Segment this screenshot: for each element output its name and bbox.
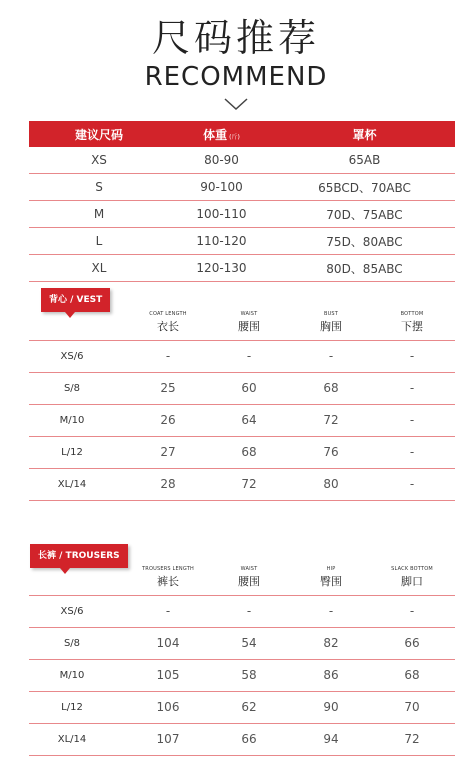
- table-row: L 110-120 75D、80ABC: [29, 228, 455, 255]
- table-row: XL/14 107 66 94 72: [29, 724, 455, 756]
- table-row: XS/6 - - - -: [29, 596, 455, 628]
- table-row: M/10 26 64 72 -: [29, 405, 455, 437]
- weight-unit: (斤): [229, 133, 240, 141]
- column-header: HIP 臀围: [320, 566, 342, 588]
- table-row: XS/6 - - - -: [29, 341, 455, 373]
- table-row: M 100-110 70D、75ABC: [29, 201, 455, 228]
- table-row: S/8 25 60 68 -: [29, 373, 455, 405]
- trousers-table-header: [29, 565, 455, 596]
- chevron-down-icon: [224, 96, 248, 112]
- table-row: L/12 106 62 90 70: [29, 692, 455, 724]
- table-row: L/12 27 68 76 -: [29, 437, 455, 469]
- table-row: S/8 104 54 82 66: [29, 628, 455, 660]
- column-header: BOTTOM 下摆: [400, 311, 424, 333]
- column-header: BUST 胸围: [320, 311, 342, 333]
- table-row: XS 80-90 65AB: [29, 147, 455, 174]
- column-header: SLACK BOTTOM 脚口: [391, 566, 433, 588]
- page-subtitle: RECOMMEND: [144, 62, 328, 92]
- column-header: WAIST 腰围: [238, 311, 260, 333]
- vest-table: [29, 310, 455, 501]
- table-row: XL 120-130 80D、85ABC: [29, 255, 455, 282]
- table-row: S 90-100 65BCD、70ABC: [29, 174, 455, 201]
- column-header: WAIST 腰围: [238, 566, 260, 588]
- column-header: COAT LENGTH 衣长: [149, 311, 187, 333]
- trousers-table: [29, 565, 455, 756]
- table-row: M/10 105 58 86 68: [29, 660, 455, 692]
- trousers-section-tag: 长裤 / TROUSERS: [30, 544, 128, 568]
- header-cup: 罩杯: [352, 127, 377, 142]
- recommend-table: [29, 121, 455, 282]
- vest-section-tag: 背心 / VEST: [41, 288, 110, 312]
- header-size: 建议尺码: [74, 127, 123, 142]
- table-row: XL/14 28 72 80 -: [29, 469, 455, 501]
- recommend-table-header: [29, 121, 455, 147]
- column-header: TROUSERS LENGTH 裤长: [142, 566, 194, 588]
- page-title: 尺码推荐: [151, 16, 320, 60]
- vest-table-header: [29, 310, 455, 341]
- header-weight: 体重 (斤): [203, 127, 240, 142]
